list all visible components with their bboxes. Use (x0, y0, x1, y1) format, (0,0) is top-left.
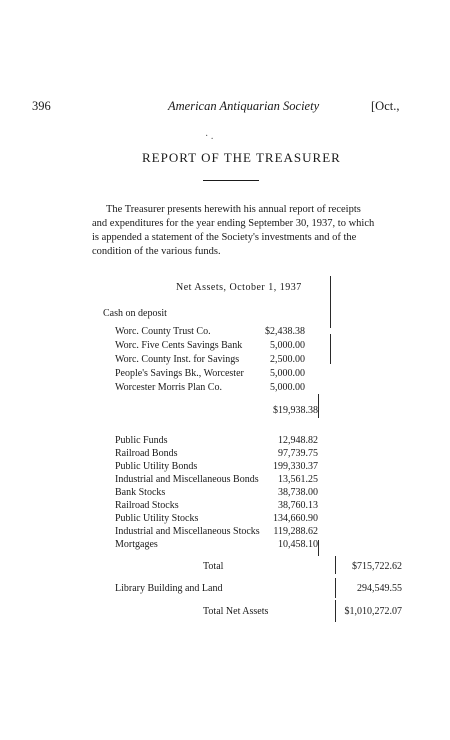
investment-name: Industrial and Miscellaneous Stocks (115, 526, 260, 537)
investment-name: Public Utility Bonds (115, 461, 198, 472)
investment-amount: 38,760.13 (278, 500, 318, 511)
investment-name: Industrial and Miscellaneous Bonds (115, 474, 259, 485)
investment-name: Public Funds (115, 435, 168, 446)
investment-name: Public Utility Stocks (115, 513, 199, 524)
investment-amount: 134,660.90 (273, 513, 318, 524)
cash-item-amount: $2,438.38 (265, 326, 305, 337)
column-rule (330, 276, 331, 328)
investment-name: Mortgages (115, 539, 158, 550)
column-rule (330, 334, 331, 364)
cash-item-name: Worc. Five Cents Savings Bank (115, 340, 243, 351)
investment-name: Bank Stocks (115, 487, 166, 498)
library-label: Library Building and Land (115, 583, 223, 594)
investment-amount: 97,739.75 (278, 448, 318, 459)
title-rule (203, 180, 259, 181)
total-net-label: Total Net Assets (203, 606, 269, 617)
investment-amount: 38,738.00 (278, 487, 318, 498)
investment-name: Railroad Bonds (115, 448, 178, 459)
cash-item-amount: 2,500.00 (270, 354, 305, 365)
investment-amount: 12,948.82 (278, 435, 318, 446)
investment-amount: 199,330.37 (273, 461, 318, 472)
total-label: Total (203, 561, 224, 572)
column-rule (318, 394, 319, 418)
column-rule (318, 540, 319, 556)
cash-item-name: Worc. County Inst. for Savings (115, 354, 240, 365)
investment-amount: 10,458.10 (278, 539, 318, 550)
column-rule (335, 578, 336, 598)
investment-name: Railroad Stocks (115, 500, 179, 511)
cash-item-amount: 5,000.00 (270, 368, 305, 379)
running-month: [Oct., (371, 99, 400, 113)
library-amount: 294,549.55 (357, 583, 402, 594)
column-rule (335, 556, 336, 574)
cash-item-amount: 5,000.00 (270, 382, 305, 393)
running-title: American Antiquarian Society (168, 99, 320, 113)
smudge-mark: · . (205, 131, 214, 142)
total-amount: $715,722.62 (352, 561, 402, 572)
intro-line-3: is appended a statement of the Society's investments and of the (92, 232, 357, 243)
investment-amount: 13,561.25 (278, 474, 318, 485)
total-net-amount: $1,010,272.07 (344, 606, 402, 617)
intro-line-2: and expenditures for the year ending September 30, 1937, to which (92, 218, 375, 229)
cash-item-name: Worcester Morris Plan Co. (115, 382, 222, 393)
intro-line-4: condition of the various funds. (92, 246, 221, 257)
cash-item-amount: 5,000.00 (270, 340, 305, 351)
report-title: REPORT OF THE TREASURER (142, 150, 341, 165)
intro-line-1: The Treasurer presents herewith his annual report of receipts (106, 204, 361, 215)
cash-item-name: People's Savings Bk., Worcester (115, 368, 244, 379)
page-number: 396 (32, 99, 51, 113)
cash-label: Cash on deposit (103, 308, 167, 319)
investment-amount: 119,288.62 (273, 526, 318, 537)
cash-subtotal: $19,938.38 (273, 405, 318, 416)
cash-item-name: Worc. County Trust Co. (115, 326, 211, 337)
statement-heading: Net Assets, October 1, 1937 (176, 282, 302, 293)
